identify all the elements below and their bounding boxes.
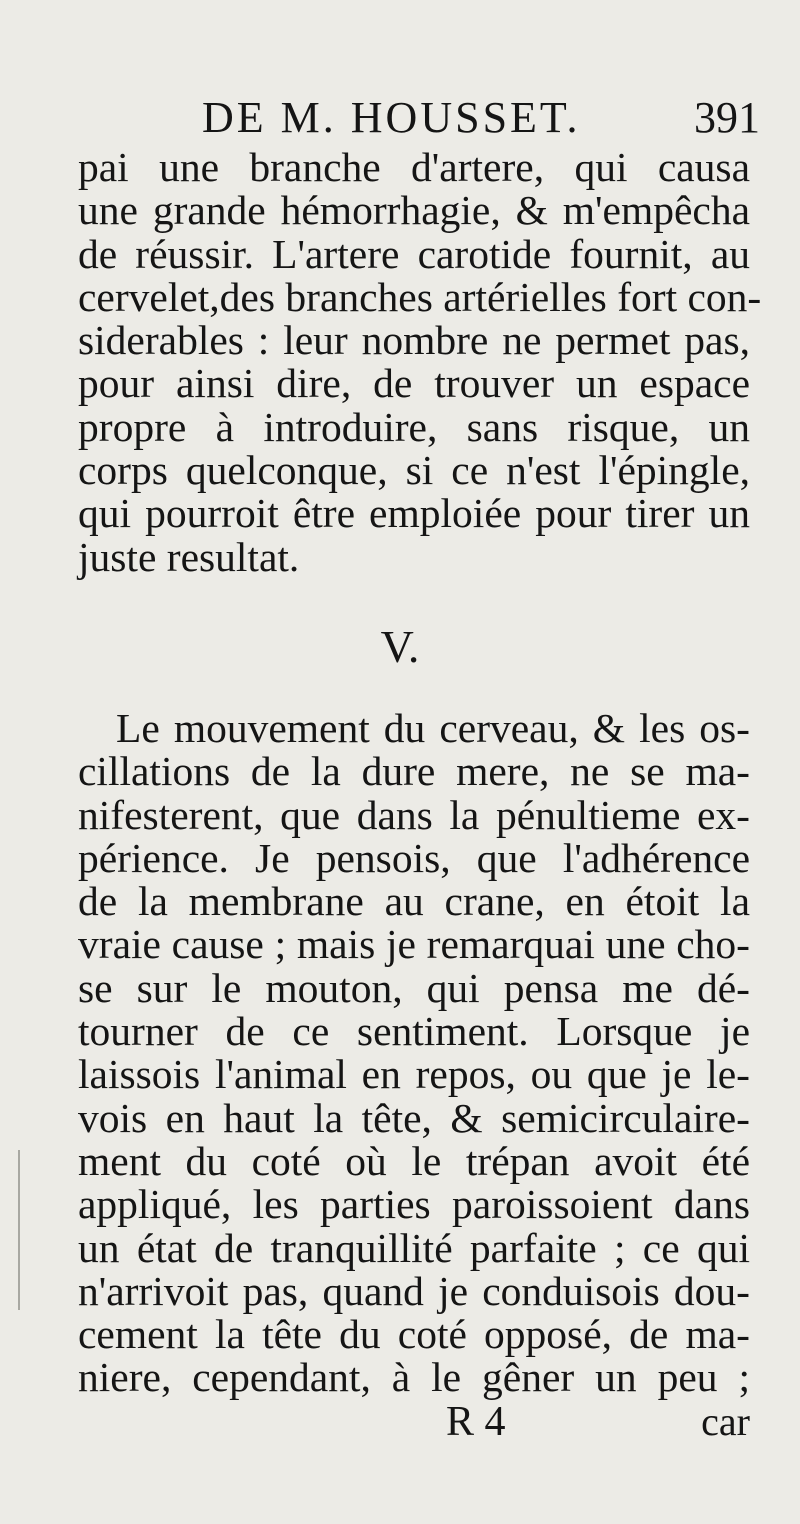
text-line: périence. Je pensois, que l'adhérence <box>78 834 750 881</box>
page-header <box>80 92 760 152</box>
text-line: n'arrivoit pas, quand je conduisois dou- <box>78 1267 750 1314</box>
signature-mark: R 4 <box>446 1399 506 1445</box>
text-line: une grande hémorrhagie, & m'empêcha <box>78 187 750 234</box>
text-line: appliqué, les parties paroissoient dans <box>78 1181 750 1228</box>
page-number: 391 <box>694 93 760 142</box>
text-line: propre à introduire, sans risque, un <box>78 403 750 450</box>
text-line: qui pourroit être emploiée pour tirer un <box>78 490 750 537</box>
text-line: de la membrane au crane, en étoit la <box>78 878 750 925</box>
text-line: tourner de ce sentiment. Lorsque je <box>78 1008 750 1055</box>
text-line: vois en haut la tête, & semicirculaire- <box>78 1094 750 1141</box>
text-line: pai une branche d'artere, qui causa <box>78 144 750 190</box>
text-line: siderables : leur nombre ne permet pas, <box>78 317 750 364</box>
text-line: laissois l'animal en repos, ou que je le- <box>78 1051 750 1098</box>
paragraph-section-v <box>78 707 750 1400</box>
paragraph-continued <box>78 144 762 580</box>
text-line: cement la tête du coté opposé, de ma- <box>78 1311 750 1358</box>
text-line: cillations de la dure mere, ne se ma- <box>78 748 750 795</box>
running-title: DE M. HOUSSET. <box>202 93 581 142</box>
text-line: de réussir. L'artere carotide fournit, au <box>78 230 750 277</box>
text-line: cervelet,des branches artérielles fort con- <box>78 273 762 320</box>
text-line: niere, cependant, à le gêner un peu ; <box>78 1354 750 1401</box>
text-line: corps quelconque, si ce n'est l'épingle, <box>78 447 750 494</box>
text-line: se sur le mouton, qui pensa me dé- <box>78 964 750 1011</box>
text-line: juste resultat. <box>78 533 300 580</box>
text-line: un état de tranquillité parfaite ; ce qui <box>78 1224 750 1271</box>
catchword: car <box>701 1399 750 1444</box>
text-line: pour ainsi dire, de trouver un espace <box>78 360 750 407</box>
page-fold-line <box>18 1150 20 1310</box>
text-line: nifesterent, que dans la pénultieme ex- <box>78 791 750 838</box>
text-line: ment du coté où le trépan avoit été <box>78 1137 750 1184</box>
text-line: Le mouvement du cerveau, & les os- <box>116 705 750 751</box>
section-number: V. <box>380 621 420 672</box>
page-footer <box>78 1398 750 1448</box>
text-line: vraie cause ; mais je remarquai une cho- <box>78 921 750 968</box>
